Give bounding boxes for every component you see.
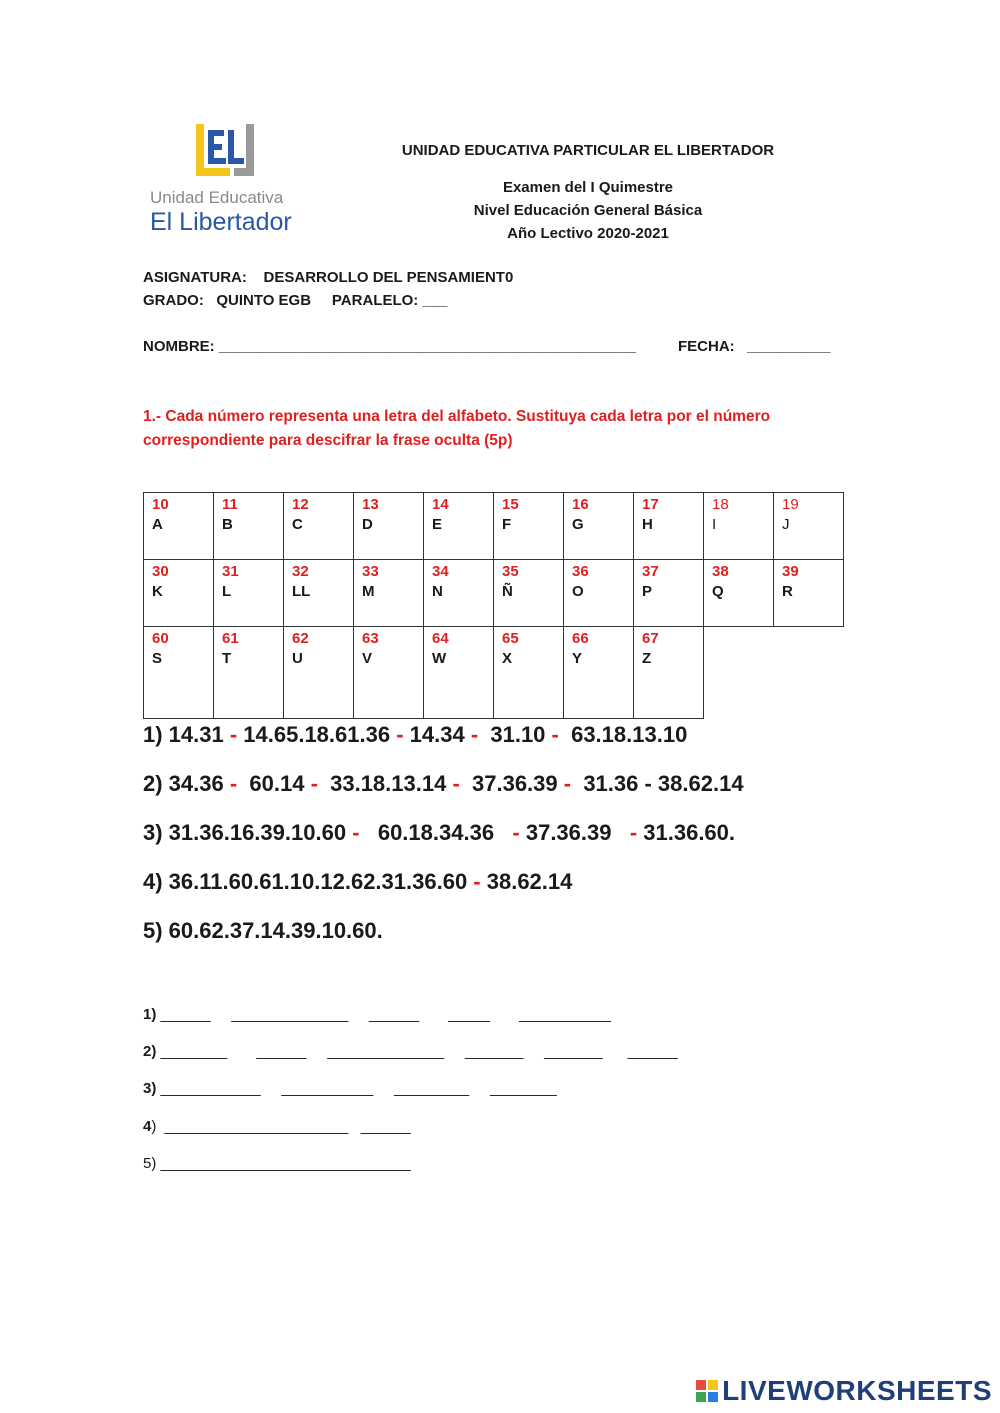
school-name: UNIDAD EDUCATIVA PARTICULAR EL LIBERTADOR — [401, 142, 775, 159]
phrase-part: 14.65.18.61.36 — [237, 722, 397, 747]
code-number: 16 — [572, 496, 589, 513]
code-letter: U — [292, 650, 303, 667]
code-cell — [634, 560, 704, 627]
code-letter: G — [572, 516, 584, 533]
phrase-part: 31.10 — [478, 722, 552, 747]
code-number: 14 — [432, 496, 449, 513]
answer-label: 5 — [143, 1155, 152, 1172]
code-number: 35 — [502, 563, 519, 580]
code-cell — [144, 560, 214, 627]
phrase-part: 37.36.39 — [459, 771, 564, 796]
code-letter: J — [782, 516, 790, 533]
code-cell — [704, 560, 774, 627]
school-logo — [140, 118, 310, 248]
empty-cell — [704, 627, 774, 719]
liveworksheets-brand[interactable] — [696, 1375, 992, 1407]
code-cell — [214, 560, 284, 627]
coded-phrase-4 — [143, 869, 572, 895]
answer-label: 3) — [143, 1080, 157, 1097]
phrase-part: 63.18.13.10 — [558, 722, 688, 747]
phrase-part: 1) 14.31 — [143, 722, 230, 747]
code-cell — [564, 627, 634, 719]
code-letter: K — [152, 583, 163, 600]
answer-line-4[interactable] — [143, 1118, 411, 1135]
instruction-line-2: correspondiente para descifrar la frase oculta (5p) — [143, 432, 513, 449]
separator-dash: - — [551, 722, 559, 747]
code-cell — [494, 627, 564, 719]
code-number: 60 — [152, 630, 169, 647]
code-letter: S — [152, 650, 163, 667]
code-letter: D — [362, 516, 373, 533]
code-letter: W — [432, 650, 447, 667]
phrase-part: 14.34 — [403, 722, 471, 747]
phrase-part: 38.62.14 — [480, 869, 573, 894]
answer-label: 1) — [143, 1006, 157, 1023]
phrase-part: 2) 34.36 — [143, 771, 230, 796]
code-cell — [354, 560, 424, 627]
answer-blanks[interactable]: ______ ______________ ______ _____ ___________ — [156, 1006, 611, 1023]
code-cell — [634, 627, 704, 719]
code-number: 12 — [292, 496, 309, 513]
code-letter: Y — [572, 650, 583, 667]
code-letter: O — [572, 583, 584, 600]
separator-dash: - — [452, 771, 460, 796]
logo-text-top: Unidad Educativa — [150, 188, 284, 207]
name-field[interactable]: NOMBRE: __________________________________________________ — [143, 338, 636, 355]
code-cell — [634, 493, 704, 560]
grade-line: GRADO: QUINTO EGB PARALELO: ___ — [143, 292, 448, 309]
code-number: 38 — [712, 563, 729, 580]
code-letter: F — [502, 516, 512, 533]
answer-blanks[interactable]: ________ ______ ______________ _______ _______ ______ — [156, 1043, 678, 1060]
phrase-part: 60.18.34.36 — [359, 820, 513, 845]
coded-phrase-1 — [143, 722, 687, 748]
brand-text: LIVEWORKSHEETS — [722, 1375, 992, 1406]
code-number: 33 — [362, 563, 379, 580]
code-number: 30 — [152, 563, 169, 580]
code-letter: Z — [642, 650, 652, 667]
code-cell — [564, 493, 634, 560]
subject-line: ASIGNATURA: DESARROLLO DEL PENSAMIENT0 — [143, 269, 514, 286]
exam-title: Examen del I Quimestre — [502, 179, 674, 196]
code-number: 62 — [292, 630, 309, 647]
coded-phrase-3 — [143, 820, 735, 846]
code-letter: H — [642, 516, 653, 533]
code-cell — [214, 627, 284, 719]
code-number: 13 — [362, 496, 379, 513]
code-cell — [774, 493, 844, 560]
separator-dash: - — [470, 722, 479, 747]
answer-label: 2) — [143, 1043, 157, 1060]
code-letter: B — [222, 516, 233, 533]
school-year: Año Lectivo 2020-2021 — [507, 225, 669, 242]
code-letter: E — [432, 516, 443, 533]
code-number: 66 — [572, 630, 589, 647]
phrase-part: 31.36.60. — [637, 820, 736, 845]
separator-dash: - — [229, 722, 238, 747]
code-number: 34 — [432, 563, 449, 580]
code-number: 67 — [642, 630, 659, 647]
separator-dash: - — [473, 869, 481, 894]
code-letter: I — [712, 516, 717, 533]
code-cell — [424, 560, 494, 627]
code-number: 36 — [572, 563, 589, 580]
liveworksheets-logo-icon — [696, 1380, 718, 1402]
code-letter: LL — [292, 583, 311, 600]
code-letter: L — [222, 583, 232, 600]
coded-phrase-5 — [143, 918, 383, 944]
code-cell — [494, 493, 564, 560]
separator-dash: - — [352, 820, 360, 845]
answer-blanks[interactable]: ____________ ___________ _________ ________ — [156, 1080, 557, 1097]
code-cell — [774, 560, 844, 627]
table-row — [144, 493, 844, 560]
separator-dash: - — [563, 771, 572, 796]
code-letter: P — [642, 583, 653, 600]
education-level: Nivel Educación General Básica — [473, 202, 703, 219]
code-number: 32 — [292, 563, 309, 580]
phrase-part: 60.14 — [237, 771, 311, 796]
code-number: 37 — [642, 563, 659, 580]
separator-dash: - — [229, 771, 238, 796]
date-field[interactable]: FECHA: __________ — [678, 338, 831, 355]
code-letter: A — [152, 516, 163, 533]
code-number: 61 — [222, 630, 239, 647]
code-letter: C — [292, 516, 303, 533]
code-cell — [354, 493, 424, 560]
code-letter: Ñ — [502, 583, 513, 600]
code-number: 19 — [782, 496, 799, 513]
code-cell — [214, 493, 284, 560]
separator-dash: - — [629, 820, 638, 845]
code-number: 64 — [432, 630, 449, 647]
answer-blanks[interactable]: ) ______________________________ — [151, 1155, 411, 1172]
phrase-part: 37.36.39 — [519, 820, 630, 845]
code-letter: N — [432, 583, 443, 600]
code-number: 65 — [502, 630, 519, 647]
answer-label: 4 — [143, 1118, 152, 1135]
code-cell — [144, 493, 214, 560]
answer-line-2[interactable] — [143, 1043, 678, 1060]
answer-line-1[interactable] — [143, 1006, 611, 1023]
separator-dash: - — [512, 820, 520, 845]
code-letter: M — [362, 583, 375, 600]
answer-line-3[interactable] — [143, 1080, 557, 1097]
answer-line-5[interactable] — [143, 1155, 411, 1172]
instruction-line-1: 1.- Cada número representa una letra del alfabeto. Sustituya cada letra por el número — [143, 408, 771, 425]
code-number: 31 — [222, 563, 239, 580]
separator-dash: - — [310, 771, 318, 796]
answer-blanks[interactable]: ) ______________________ ______ — [151, 1118, 411, 1135]
code-cell — [494, 560, 564, 627]
el-libertador-emblem — [190, 124, 260, 182]
code-number: 18 — [712, 496, 729, 513]
phrase-part: 33.18.13.14 — [317, 771, 453, 796]
table-row — [144, 560, 844, 627]
code-cell — [424, 493, 494, 560]
phrase-part: 4) 36.11.60.61.10.12.62.31.36.60 — [143, 869, 474, 894]
code-letter: X — [502, 650, 513, 667]
code-number: 17 — [642, 496, 659, 513]
phrase-part: 3) 31.36.16.39.10.60 — [143, 820, 353, 845]
empty-cell — [774, 627, 844, 719]
phrase-part: 5) 60.62.37.14.39.10.60. — [143, 918, 383, 943]
code-number: 10 — [152, 496, 169, 513]
code-letter: Q — [712, 583, 724, 600]
coded-phrase-2 — [143, 771, 744, 797]
code-cell — [144, 627, 214, 719]
code-cell — [284, 627, 354, 719]
code-number: 15 — [502, 496, 519, 513]
code-cell — [284, 560, 354, 627]
code-cell — [284, 493, 354, 560]
table-row — [144, 627, 844, 719]
code-cell — [424, 627, 494, 719]
code-cell — [354, 627, 424, 719]
code-letter: T — [222, 650, 232, 667]
code-letter: R — [782, 583, 793, 600]
code-letter: V — [362, 650, 373, 667]
logo-text-bottom: El Libertador — [150, 208, 292, 236]
code-number: 11 — [222, 496, 238, 513]
code-cell — [564, 560, 634, 627]
code-cell — [704, 493, 774, 560]
code-number: 63 — [362, 630, 379, 647]
phrase-part: 31.36 - 38.62.14 — [571, 771, 744, 796]
code-number: 39 — [782, 563, 799, 580]
separator-dash: - — [396, 722, 404, 747]
alphabet-code-table — [143, 492, 844, 719]
